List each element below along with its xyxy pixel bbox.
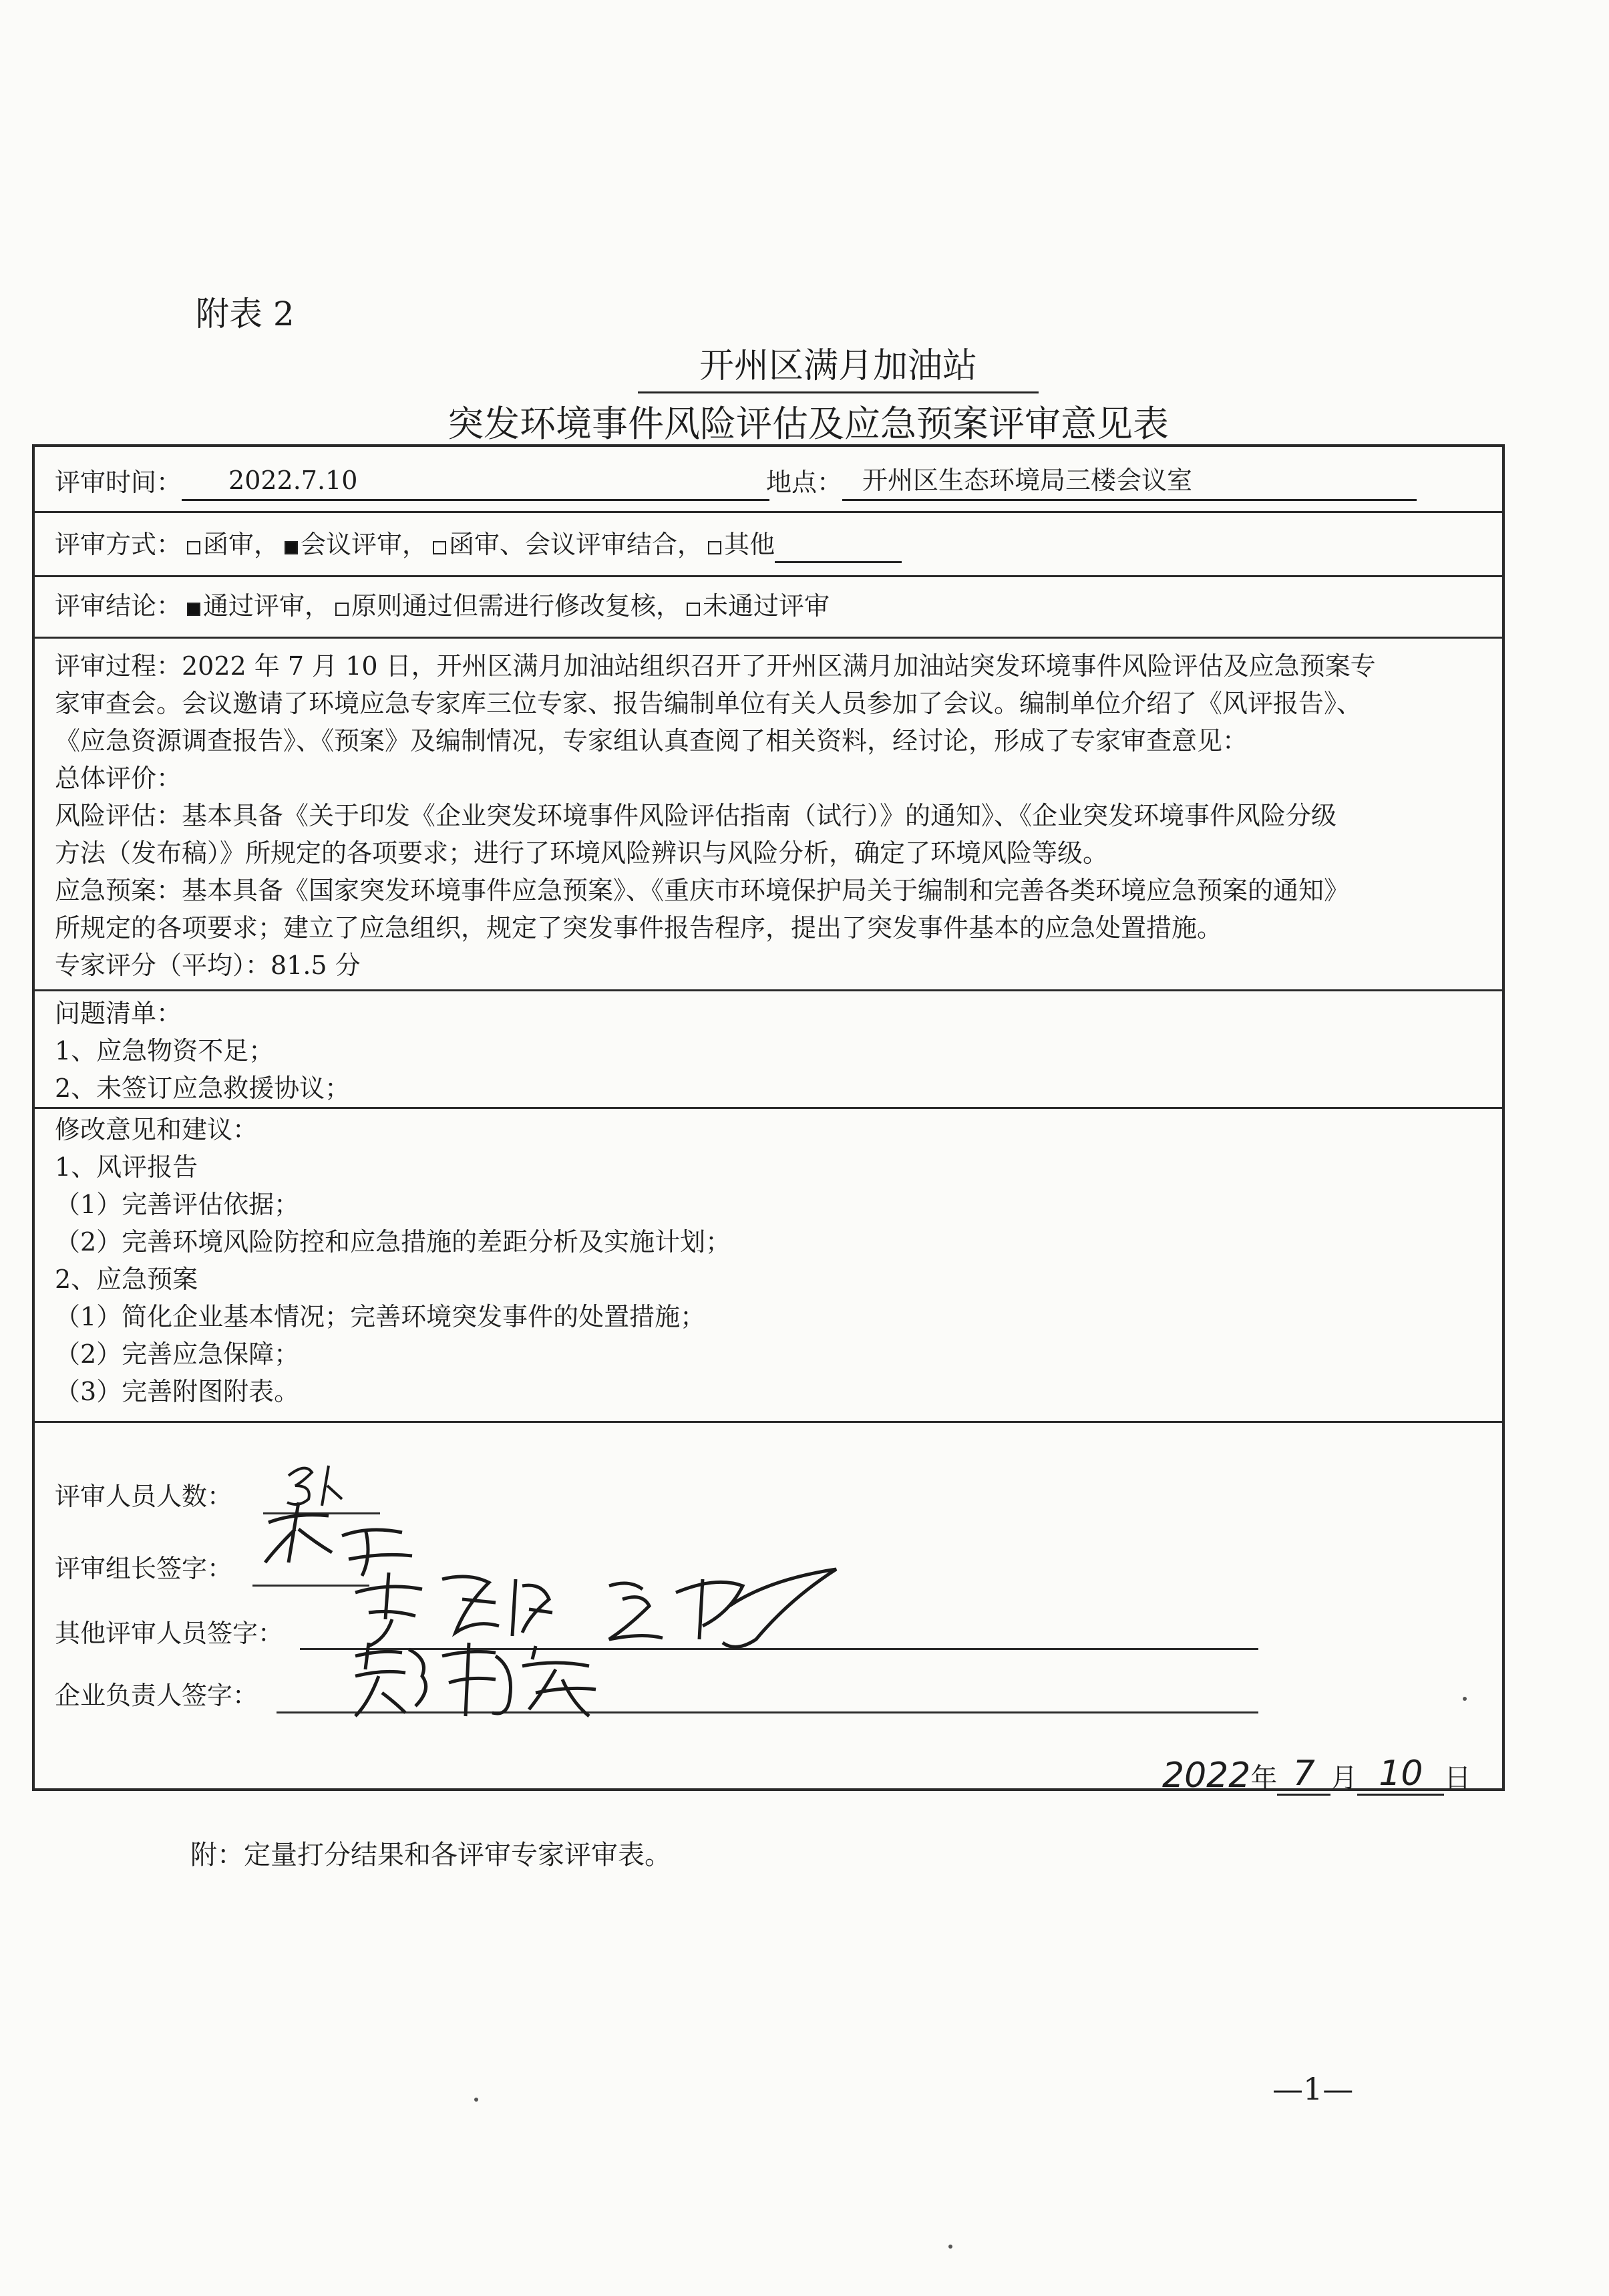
suggestion-item: 2、应急预案 [55,1265,198,1294]
method-combined-text: 函审、会议评审结合， [449,530,703,559]
row-divider [35,575,1502,577]
conclusion-revise-checkbox [335,603,349,616]
conclusion-fail-text: 未通过评审 [703,591,830,621]
method-meeting-text: 会议评审， [301,530,428,559]
review-method-row [55,526,902,563]
date-day-suffix: 日 [1444,1763,1471,1794]
row-divider [35,989,1502,991]
review-time-label: 评审时间： [55,468,182,497]
problem-list-section [55,995,1484,1107]
attachment-note: 附：定量打分结果和各评审专家评审表。 [190,1840,671,1870]
expert-score: 专家评分（平均）：81.5 分 [55,951,361,980]
row-divider [35,1421,1502,1423]
method-meeting-checkbox [285,541,298,554]
company-head-signature [342,1629,622,1730]
location-value: 开州区生态环境局三楼会议室 [842,462,1417,501]
review-process-section [55,647,1484,984]
method-other-text: 其他 [724,530,775,559]
leader-signature-label: 评审组长签字： [55,1554,233,1583]
conclusion-fail-checkbox [687,603,700,616]
review-time-row [55,462,769,501]
suggestion-item: （3）完善附图附表。 [55,1377,300,1406]
document-title: 突发环境事件风险评估及应急预案评审意见表 [448,403,1169,445]
review-conclusion-row [55,587,830,625]
date-year: 2022 [1162,1756,1251,1796]
location-label: 地点： [766,468,843,497]
review-method-label: 评审方式： [55,530,182,559]
method-letter-text: 函审， [203,530,280,559]
document-title-company: 开州区满月加油站 [638,337,1039,393]
scan-speck [1463,1697,1467,1701]
method-other-checkbox [708,541,721,554]
date-day: 10 [1357,1754,1444,1796]
suggestion-item: （1）简化企业基本情况；完善环境突发事件的处置措施； [55,1302,706,1331]
attachment-label: 附表 2 [196,295,295,333]
process-line: 《应急资源调查报告》、《预案》及编制情况，专家组认真查阅了相关资料，经讨论，形成了专家审查意见： [55,726,1248,756]
scan-speck [474,2098,478,2102]
suggestions-section [55,1111,1484,1410]
process-line: 评审过程：2022 年 7 月 10 日，开州区满月加油站组织召开了开州区满月加油站突发环境事件风险评估及应急预案专 [55,651,1376,681]
suggestion-item: （2）完善环境风险防控和应急措施的差距分析及实施计划； [55,1227,731,1257]
review-form-table [32,444,1505,1791]
other-reviewers-label: 其他评审人员签字： [55,1619,284,1648]
row-divider [35,1107,1502,1109]
conclusion-pass-text: 通过评审， [203,591,331,621]
suggestion-item: 1、风评报告 [55,1152,198,1182]
process-line: 家审查会。会议邀请了环境应急专家库三位专家、报告编制单位有关人员参加了会议。编制单位介绍了《风评报告》、 [55,689,1363,718]
date-year-suffix: 年 [1250,1763,1278,1794]
row-divider [35,511,1502,513]
method-combined-checkbox [433,541,446,554]
problem-item: 2、未签订应急救援协议； [55,1074,351,1103]
method-other-blank [775,534,902,563]
signature-date [1162,1754,1471,1796]
process-line: 所规定的各项要求；建立了应急组织，规定了突发事件报告程序，提出了突发事件基本的应急处置措施。 [55,913,1223,943]
company-head-label: 企业负责人签字： [55,1681,258,1710]
scan-speck [948,2245,952,2249]
review-time-value: 2022.7.10 [182,462,769,501]
date-month: 7 [1277,1754,1330,1796]
process-line: 风险评估：基本具备《关于印发《企业突发环境事件风险评估指南（试行）》的通知》、《企业突发环境事件风险分级 [55,801,1337,830]
reviewer-count-label: 评审人员人数： [55,1482,233,1511]
process-line: 总体评价： [55,764,182,793]
problem-item: 1、应急物资不足； [55,1036,275,1065]
conclusion-revise-text: 原则通过但需进行修改复核， [351,591,682,621]
suggestion-item: （1）完善评估依据； [55,1190,300,1219]
method-letter-checkbox [187,541,200,554]
process-line: 方法（发布稿）》所规定的各项要求；进行了环境风险辨识与风险分析，确定了环境风险等级。 [55,838,1109,868]
date-month-suffix: 月 [1330,1763,1358,1794]
problem-list-heading: 问题清单： [55,999,182,1028]
suggestion-item: （2）完善应急保障； [55,1339,300,1369]
review-conclusion-label: 评审结论： [55,591,182,621]
location-row [766,462,1417,501]
page-number: —1— [1272,2071,1354,2107]
conclusion-pass-checkbox [187,603,200,616]
process-line: 应急预案：基本具备《国家突发环境事件应急预案》、《重庆市环境保护局关于编制和完善各类环境应急预案的通知》 [55,876,1350,905]
row-divider [35,637,1502,639]
suggestions-heading: 修改意见和建议： [55,1115,258,1144]
